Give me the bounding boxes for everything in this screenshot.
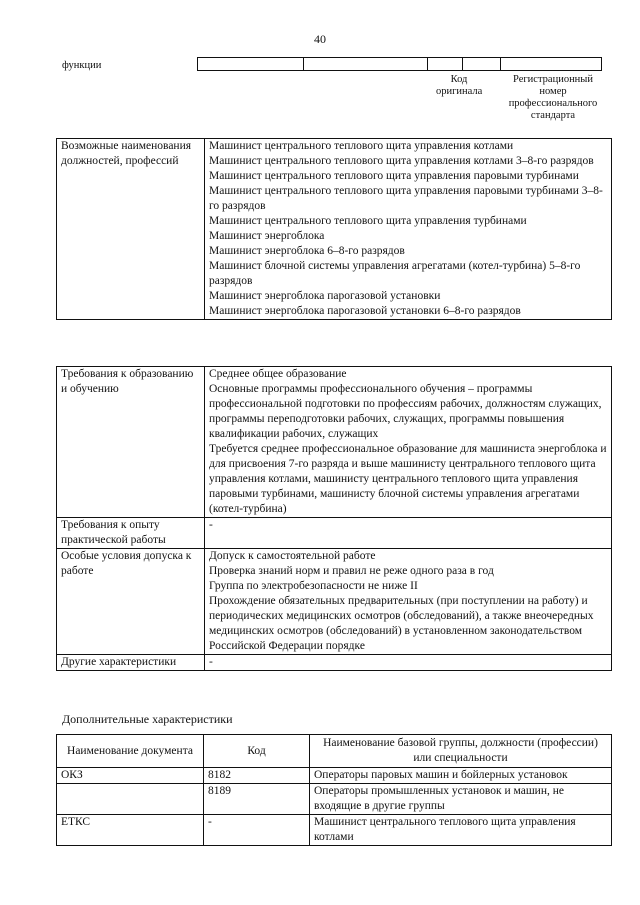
position-item: Машинист центрального теплового щита управления турбинами <box>209 215 527 227</box>
position-item: Машинист центрального теплового щита управления котлами <box>209 140 514 152</box>
requirements-row-other <box>57 655 612 671</box>
requirements-table <box>56 366 612 671</box>
header-name: Наименование базовой группы, должности (профессии) или специальности <box>310 735 612 768</box>
header-document: Наименование документа <box>57 735 204 768</box>
requirements-row-education <box>57 367 612 518</box>
function-label: функции <box>62 60 102 71</box>
requirement-item: Требуется среднее профессиональное образование для машиниста энергоблока и для присвоения 7-го разряда и выше машинисту центрального теплового щита управления котлами, машинисту центрального теплового щита управления паровыми турбинами, машинисту блочной системы управления агрегатами (котел-турбина) <box>209 443 607 515</box>
position-item: Машинист энергоблока парогазовой установки <box>209 290 441 302</box>
code-box-3 <box>428 58 463 70</box>
row-code: 8182 <box>204 768 310 784</box>
code-box-5 <box>501 58 601 70</box>
education-label: Требования к образованию и обучению <box>57 367 205 518</box>
requirement-item: Допуск к самостоятельной работе <box>209 550 376 562</box>
row-name: Операторы паровых машин и бойлерных установок <box>310 768 612 784</box>
other-label: Другие характеристики <box>57 655 205 671</box>
position-item: Машинист энергоблока <box>209 230 325 242</box>
requirement-item: - <box>209 519 213 531</box>
positions-row <box>57 139 612 320</box>
additional-table <box>56 734 612 846</box>
position-item: Машинист блочной системы управления агрегатами (котел-турбина) 5–8-го разрядов <box>209 260 581 287</box>
experience-content <box>205 518 612 549</box>
other-content <box>205 655 612 671</box>
experience-label: Требования к опыту практической работы <box>57 518 205 549</box>
requirement-item: Группа по электробезопасности не ниже II <box>209 580 418 592</box>
requirement-item: Среднее общее образование <box>209 368 347 380</box>
requirement-item: - <box>209 656 213 668</box>
table-row <box>57 768 612 784</box>
requirement-item: Основные программы профессионального обучения – программы профессиональной подготовки по профессиям рабочих, должностям служащих, программы переподготовки рабочих, служащих, программы повышения квалификации рабочих, служащих <box>209 383 602 440</box>
page-number: 40 <box>314 32 326 46</box>
requirements-row-admission <box>57 549 612 655</box>
code-box-4 <box>463 58 501 70</box>
row-doc <box>57 784 204 815</box>
header-code: Код <box>204 735 310 768</box>
position-item: Машинист центрального теплового щита управления котлами 3–8-го разрядов <box>209 155 594 167</box>
row-code: 8189 <box>204 784 310 815</box>
requirement-item: Проверка знаний норм и правил не реже одного раза в год <box>209 565 494 577</box>
requirement-item: Прохождение обязательных предварительных (при поступлении на работу) и периодических медицинских осмотров (обследований), а также внеочередных медицинских осмотров (обследований) в установленном законодательством Российской Федерации порядке <box>209 595 594 652</box>
position-item: Машинист энергоблока парогазовой установки 6–8-го разрядов <box>209 305 521 317</box>
additional-header-row <box>57 735 612 768</box>
code-box-1 <box>198 58 304 70</box>
position-item: Машинист энергоблока 6–8-го разрядов <box>209 245 405 257</box>
requirements-row-experience <box>57 518 612 549</box>
row-doc: ЕТКС <box>57 815 204 846</box>
positions-table <box>56 138 612 320</box>
reg-number-caption: Регистрационный номер профессионального стандарта <box>508 74 598 121</box>
positions-label: Возможные наименования должностей, профессий <box>57 139 205 320</box>
code-box-2 <box>304 58 428 70</box>
additional-title: Дополнительные характеристики <box>62 712 233 726</box>
position-item: Машинист центрального теплового щита управления паровыми турбинами <box>209 170 579 182</box>
education-content <box>205 367 612 518</box>
table-row <box>57 815 612 846</box>
function-code-boxes <box>197 57 602 71</box>
admission-label: Особые условия допуска к работе <box>57 549 205 655</box>
row-code: - <box>204 815 310 846</box>
row-name: Операторы промышленных установок и машин, не входящие в другие группы <box>310 784 612 815</box>
row-doc: ОКЗ <box>57 768 204 784</box>
admission-content <box>205 549 612 655</box>
position-item: Машинист центрального теплового щита управления паровыми турбинами 3–8-го разрядов <box>209 185 603 212</box>
table-row <box>57 784 612 815</box>
row-name: Машинист центрального теплового щита управления котлами <box>310 815 612 846</box>
positions-list <box>205 139 612 320</box>
code-original-caption: Код оригинала <box>436 74 483 97</box>
